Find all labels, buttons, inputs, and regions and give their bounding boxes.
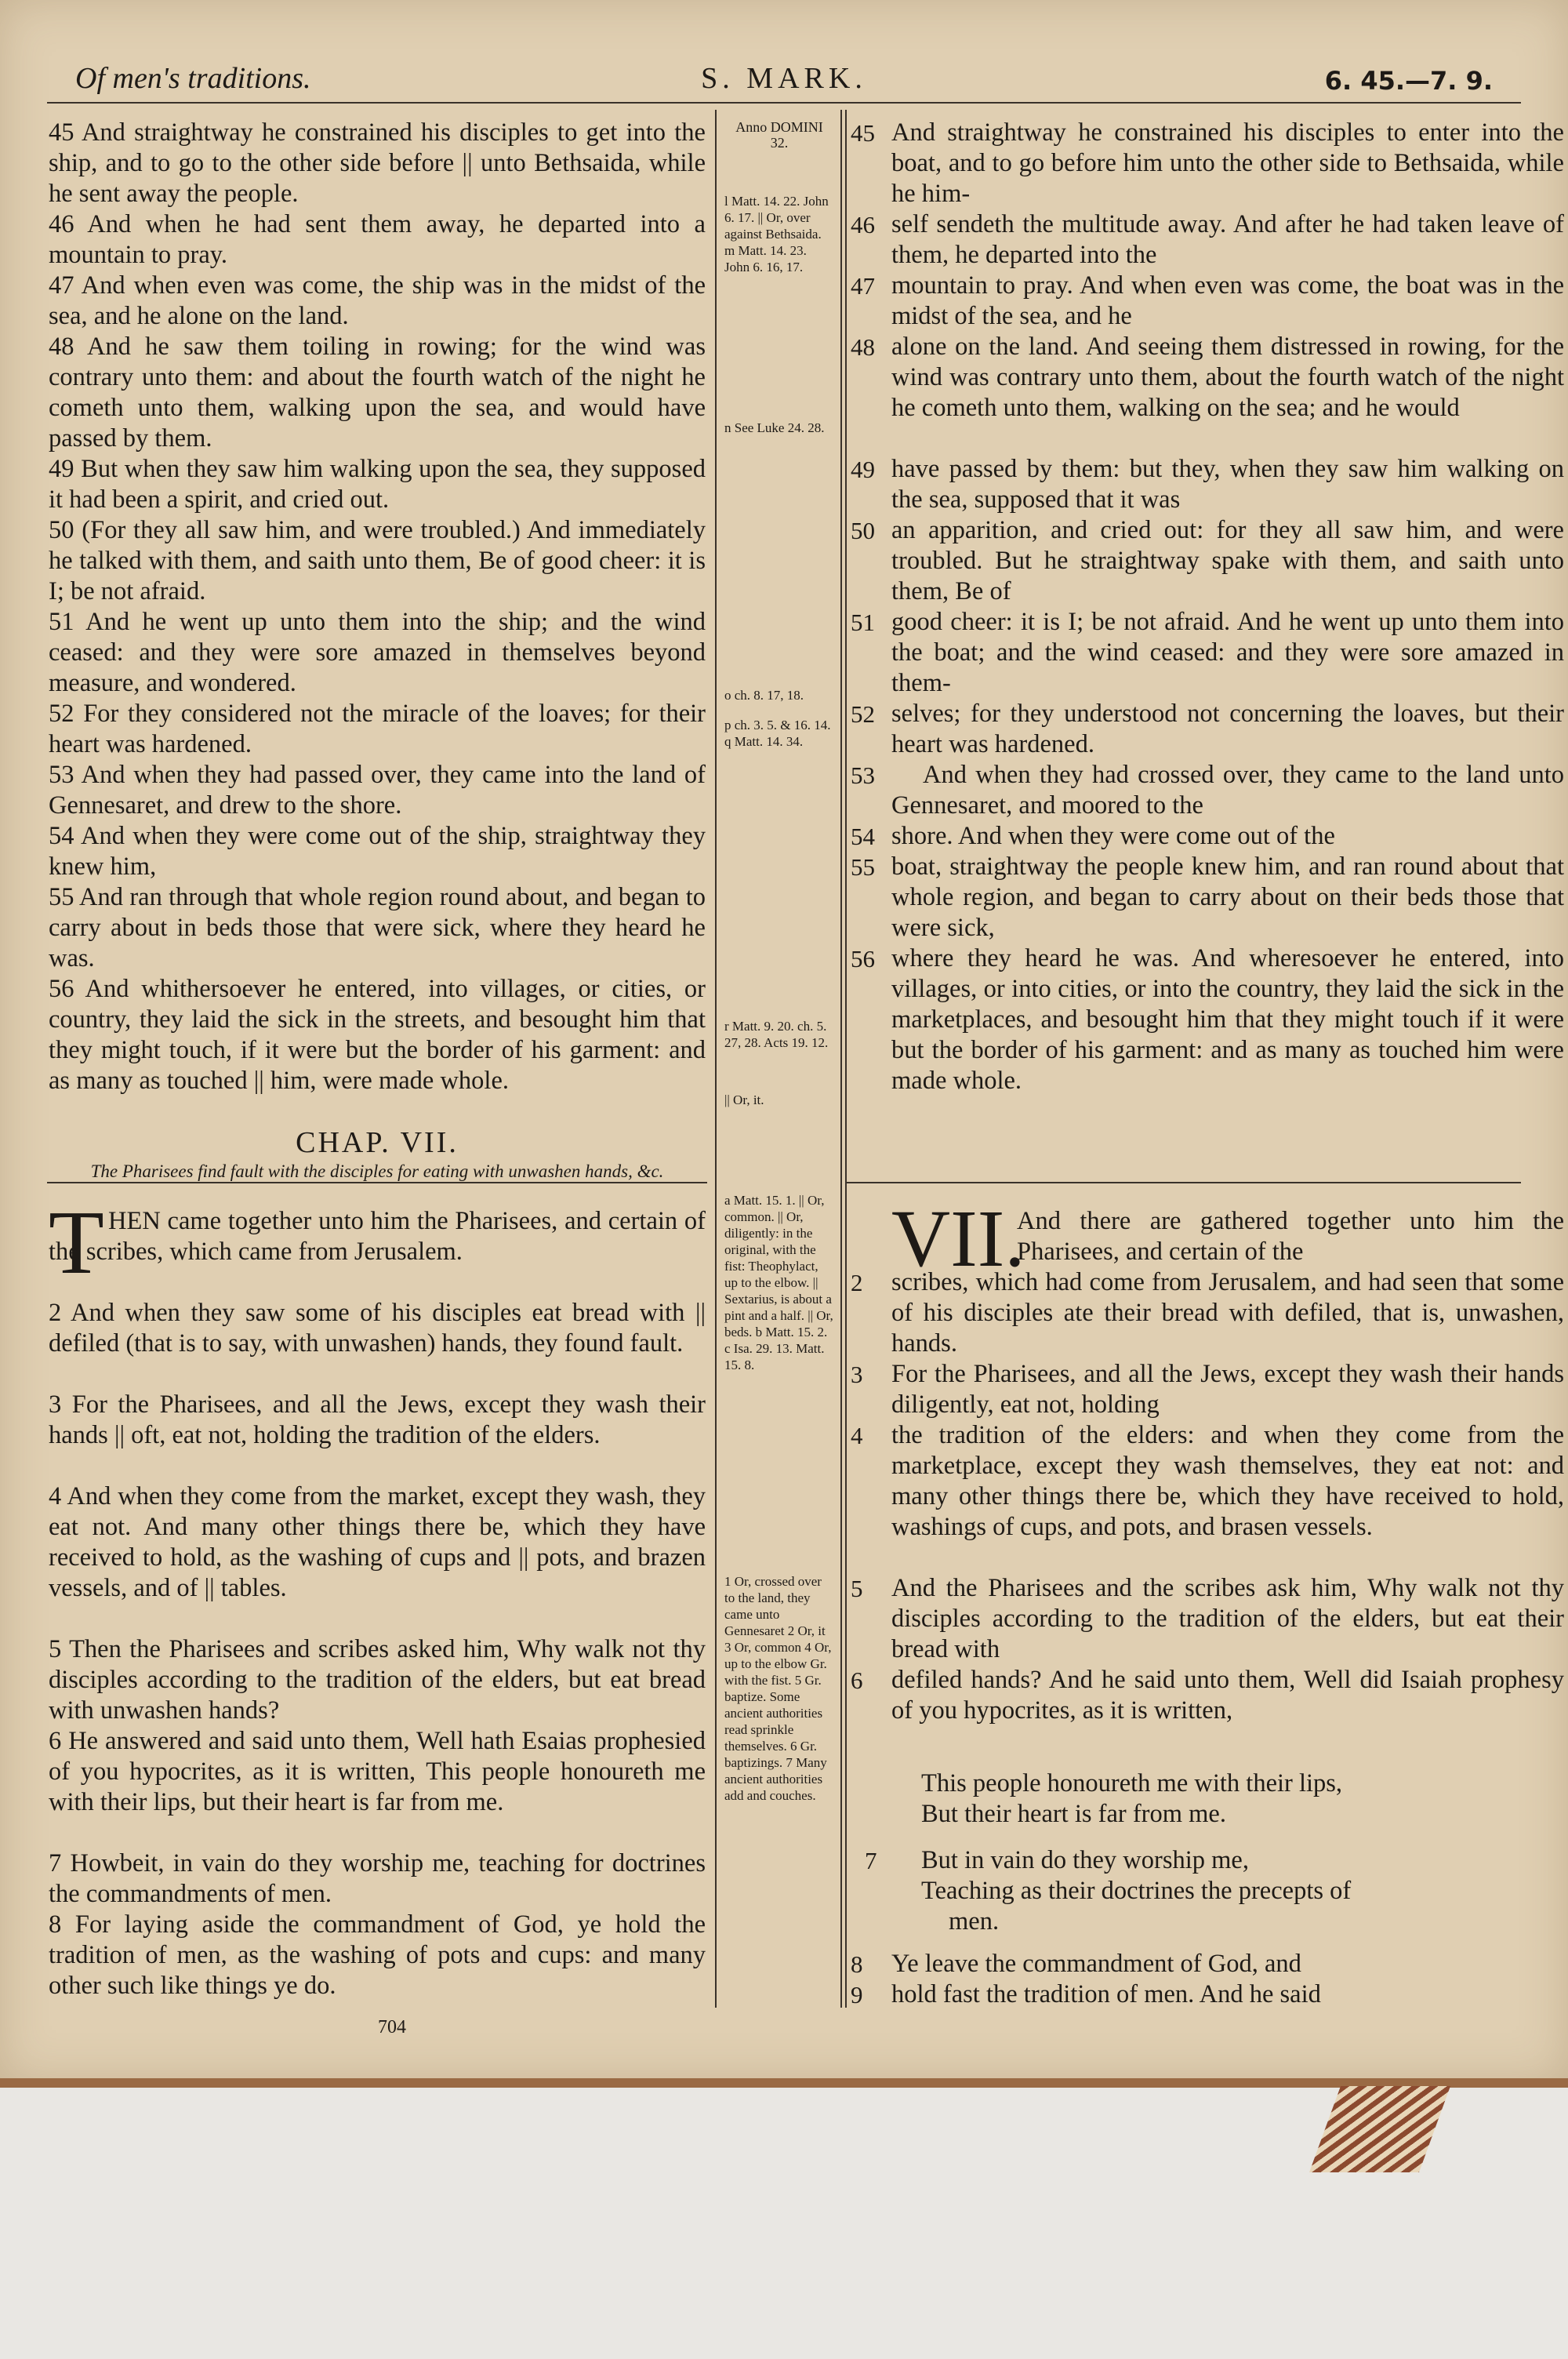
- verse-7-6-rv: defiled hands? And he said unto them, Well did Isaiah prophesy of you hypocrites, as it is written,: [891, 1666, 1564, 1725]
- verse-6-56-rv: where they heard he was. And wheresoever he entered, into villages, or into cities, or into the country, they laid the sick in the marketplaces, and besought him that they might touch if it were but the border of his garment: and as many as touched him were made whole.: [891, 944, 1564, 1095]
- chapter-summary: The Pharisees find fault with the disciples for eating with unwashen hands, &c.: [90, 1161, 664, 1181]
- verse-7-5-kjv: 5 Then the Pharisees and scribes asked him, Why walk not thy disciples according to the tradition of the elders, but eat bread with unwashen hands?: [49, 1635, 706, 1725]
- verse-7-7-kjv: 7 Howbeit, in vain do they worship me, teaching for doctrines the commandments of men.: [49, 1849, 706, 1908]
- verse-number: 54: [851, 823, 875, 850]
- margin-note: p ch. 3. 5. & 16. 14. q Matt. 14. 34.: [724, 718, 831, 749]
- verse-number: 49: [851, 456, 875, 483]
- verse-6-45-rv: And straightway he constrained his disciples to enter into the boat, and to go before him unto the other side to Bethsaida, while he him-: [891, 118, 1564, 208]
- verse-6-48-kjv: 48 And he saw them toiling in rowing; for the wind was contrary unto them: and about the fourth watch of the night he cometh unto them, walking upon the sea, and would have passed by them.: [49, 333, 706, 453]
- page-edge: [0, 2078, 1568, 2088]
- verse-6-55-rv: boat, straightway the people knew him, and ran round about that whole region, and began to carry about on their beds those that were sick,: [891, 852, 1564, 942]
- book-title: S. MARK.: [701, 62, 867, 95]
- margin-note: r Matt. 9. 20. ch. 5. 27, 28. Acts 19. 12.: [724, 1019, 829, 1050]
- verse-7-4-rv: the tradition of the elders: and when they come from the marketplace, except they wash themselves, they eat not: and many other things there be, which they have received to hold, washings of cups, and pots, and brasen vessels.: [891, 1421, 1564, 1541]
- header-rule: [47, 102, 1521, 104]
- verse-6-50-rv: an apparition, and cried out: for they all saw him, and were troubled. But he straightway spake with them, and saith unto them, Be of: [891, 516, 1564, 605]
- verse-7-5-rv: And the Pharisees and the scribes ask him, Why walk not thy disciples according to the tradition of the elders, but eat their bread with: [891, 1574, 1564, 1663]
- verse-7-1-rv: And there are gathered together unto him the Pharisees, and certain of the: [1017, 1207, 1564, 1266]
- verse-6-46-kjv: 46 And when he had sent them away, he departed into a mountain to pray.: [49, 210, 706, 269]
- verse-number: 2: [851, 1269, 863, 1296]
- verse-7-8-kjv: 8 For laying aside the commandment of God, ye hold the tradition of men, as the washing of pots and cups: and many other such like things ye do.: [49, 1910, 706, 2000]
- verse-6-55-kjv: 55 And ran through that whole region round about, and began to carry about in beds those that were sick, where they heard he was.: [49, 883, 706, 972]
- verse-6-56-kjv: 56 And whithersoever he entered, into villages, or cities, or country, they laid the sick in the streets, and besought him that they might touch, if it were but the border of his garment: and as many as touched || him, were made whole.: [49, 975, 706, 1095]
- column-divider-right: [840, 110, 842, 2008]
- verse-6-47-kjv: 47 And when even was come, the ship was in the midst of the sea, and he alone on the land.: [49, 271, 706, 330]
- margin-note: || Or, it.: [724, 1092, 764, 1107]
- verse-6-53-rv: And when they had crossed over, they came to the land unto Gennesaret, and moored to the: [891, 761, 1564, 820]
- drop-cap-t: T: [49, 1193, 104, 1293]
- verse-number: 7: [865, 1847, 877, 1874]
- verse-6-46-rv: self sendeth the multitude away. And after he had taken leave of them, he departed into the: [891, 210, 1564, 269]
- page-number: 704: [378, 2017, 406, 2037]
- verse-number: 53: [851, 761, 875, 789]
- verse-6-54-rv: shore. And when they were come out of the: [891, 822, 1335, 850]
- verse-7-8-rv: Ye leave the commandment of God, and: [891, 1950, 1301, 1978]
- verse-6-48-rv: alone on the land. And seeing them distressed in rowing, for the wind was contrary unto them, about the fourth watch of the night he cometh unto them, walking on the sea; and he would: [891, 333, 1564, 422]
- chapter-verse-range: 6. 45.—7. 9.: [1324, 66, 1493, 96]
- verse-6-49-kjv: 49 But when they saw him walking upon the sea, they supposed it had been a spirit, and cried out.: [49, 455, 706, 514]
- poetry-line: But in vain do they worship me,: [921, 1846, 1249, 1874]
- verse-6-47-rv: mountain to pray. And when even was come, the boat was in the midst of the sea, and he: [891, 271, 1564, 330]
- verse-number: 3: [851, 1361, 863, 1388]
- verse-6-45-kjv: 45 And straightway he constrained his disciples to get into the ship, and to go to the other side before || unto Bethsaida, while he sent away the people.: [49, 118, 706, 208]
- verse-number: 56: [851, 945, 875, 972]
- verse-6-50-kjv: 50 (For they all saw him, and were troubled.) And immediately he talked with them, and saith unto them, Be of good cheer: it is I; be not afraid.: [49, 516, 706, 605]
- bookmark-ribbon: [1309, 2086, 1450, 2172]
- drop-cap-vii: VII.: [891, 1194, 1025, 1284]
- verse-7-1-kjv: HEN came together unto him the Pharisees, and certain of the scribes, which came from Jerusalem.: [49, 1207, 706, 1266]
- running-head-left: Of men's traditions.: [75, 62, 311, 95]
- verse-7-3-kjv: 3 For the Pharisees, and all the Jews, except they wash their hands || oft, eat not, holding the tradition of the elders.: [49, 1390, 706, 1449]
- verse-number: 50: [851, 517, 875, 544]
- verse-number: 47: [851, 272, 875, 300]
- verse-6-52-kjv: 52 For they considered not the miracle of the loaves; for their heart was hardened.: [49, 700, 706, 758]
- margin-note: o ch. 8. 17, 18.: [724, 688, 804, 703]
- verse-6-53-kjv: 53 And when they had passed over, they came into the land of Gennesaret, and drew to the shore.: [49, 761, 706, 820]
- verse-6-49-rv: have passed by them: but they, when they saw him walking on the sea, supposed that it was: [891, 455, 1564, 514]
- verse-number: 9: [851, 1981, 863, 2008]
- verse-7-2-kjv: 2 And when they saw some of his disciples eat bread with || defiled (that is to say, with unwashen) hands, they found fault.: [49, 1299, 706, 1358]
- margin-note: a Matt. 15. 1. || Or, common. || Or, diligently: in the original, with the fist: Theophylact, up to the elbow. || Sextarius, is about a pint and a half. || Or, beds. b Matt. 15. 2. c Isa. 29. 13. Matt. 15. 8.: [724, 1193, 833, 1372]
- verse-7-9-rv: hold fast the tradition of men. And he said: [891, 1980, 1321, 2008]
- poetry-line: This people honoureth me with their lips,: [921, 1769, 1343, 1797]
- verse-number: 45: [851, 119, 875, 147]
- verse-number: 52: [851, 700, 875, 728]
- anno-year: 32.: [770, 135, 789, 151]
- column-divider-left: [715, 110, 717, 2008]
- chapter-rule-right: [847, 1182, 1521, 1183]
- column-divider-right-double: [845, 110, 847, 2008]
- verse-number: 8: [851, 1950, 863, 1978]
- margin-note: 1 Or, crossed over to the land, they came unto Gennesaret 2 Or, it 3 Or, common 4 Or, up to the elbow Gr. with the fist. 5 Gr. baptize. Some ancient authorities read sprinkle themselves. 6 Gr. baptizings. 7 Many ancient authorities add and couches.: [724, 1574, 832, 1803]
- anno-label: Anno DOMINI: [735, 119, 823, 135]
- margin-note: l Matt. 14. 22. John 6. 17. || Or, over against Bethsaida. m Matt. 14. 23. John 6. 16, 17.: [724, 194, 829, 274]
- verse-number: 51: [851, 609, 875, 636]
- verse-number: 5: [851, 1575, 863, 1602]
- verse-number: 6: [851, 1667, 863, 1694]
- verse-6-51-kjv: 51 And he went up unto them into the ship; and the wind ceased: and they were sore amazed in themselves beyond measure, and wondered.: [49, 608, 706, 697]
- verse-6-52-rv: selves; for they understood not concerning the loaves, but their heart was hardened.: [891, 700, 1564, 758]
- verse-number: 4: [851, 1422, 863, 1449]
- chapter-heading: CHAP. VII.: [296, 1126, 459, 1159]
- verse-7-4-kjv: 4 And when they come from the market, except they wash, they eat not. And many other things there be, which they have received to hold, as the washing of cups and || pots, and brazen vessels, and of || tables.: [49, 1482, 706, 1602]
- poetry-line: men.: [949, 1907, 1000, 1936]
- verse-7-6-kjv: 6 He answered and said unto them, Well hath Esaias prophesied of you hypocrites, as it is written, This people honoureth me with their lips, but their heart is far from me.: [49, 1727, 706, 1816]
- verse-6-54-kjv: 54 And when they were come out of the ship, straightway they knew him,: [49, 822, 706, 881]
- verse-number: 55: [851, 853, 875, 881]
- verse-7-3-rv: For the Pharisees, and all the Jews, except they wash their hands diligently, eat not, holding: [891, 1360, 1564, 1419]
- verse-number: 48: [851, 333, 875, 361]
- margin-note: n See Luke 24. 28.: [724, 420, 825, 435]
- anno-domini: [724, 119, 834, 151]
- verse-number: 46: [851, 211, 875, 238]
- poetry-line: Teaching as their doctrines the precepts of: [921, 1877, 1352, 1905]
- verse-7-2-rv: scribes, which had come from Jerusalem, and had seen that some of his disciples ate their bread with defiled, that is, unwashen, hands.: [891, 1268, 1564, 1358]
- poetry-line: But their heart is far from me.: [921, 1800, 1226, 1828]
- verse-6-51-rv: good cheer: it is I; be not afraid. And he went up unto them into the boat; and the wind ceased: and they were sore amazed in them-: [891, 608, 1564, 697]
